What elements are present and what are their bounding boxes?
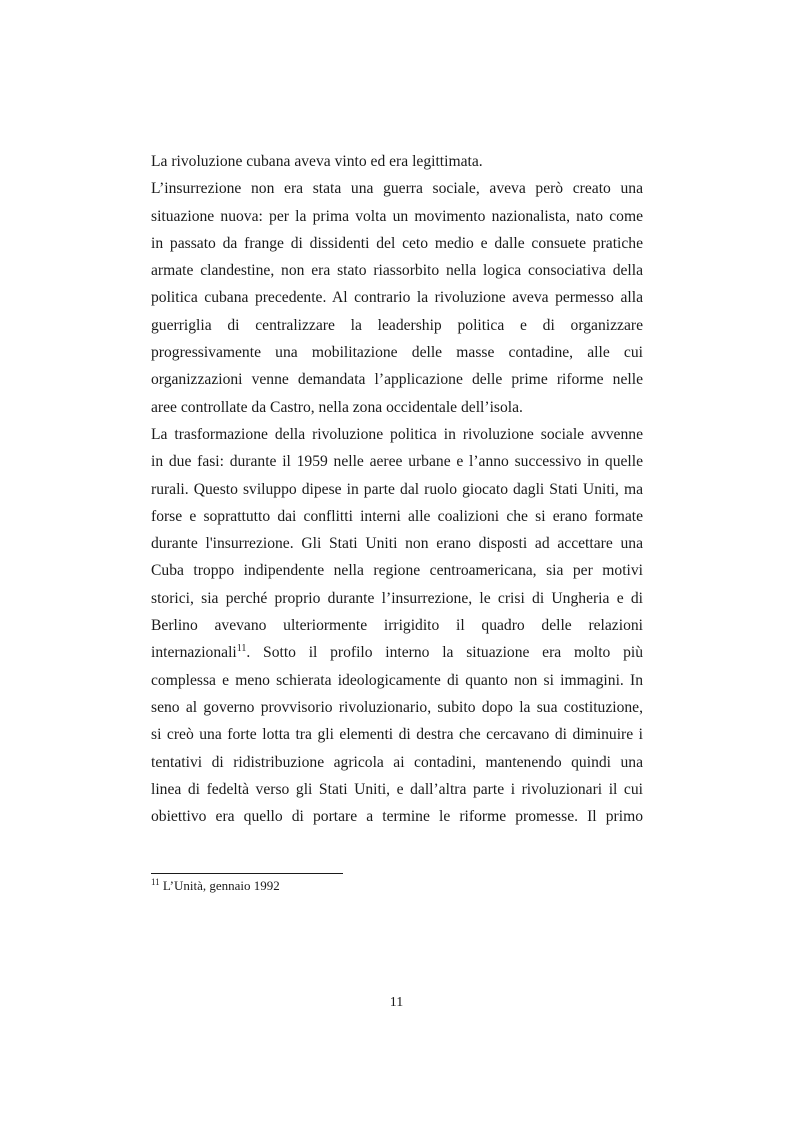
text-line: linea di fedeltà verso gli Stati Uniti, e dall’altra parte i rivoluzionari il cui [151,780,643,798]
body-text [151,148,643,830]
footnote-number: 11 [151,877,160,887]
text-line: armate clandestine, non era stato riassorbito nella logica consociativa della [151,262,643,280]
text-line: si creò una forte lotta tra gli elementi di destra che cercavano di diminuire i [151,726,643,744]
text-line: forse e soprattutto dai conflitti interni alle coalizioni che si erano formate [151,507,643,525]
paragraph-3 [151,421,643,830]
footnote-reference: 11 [236,643,247,655]
paragraph-2 [151,175,643,421]
text-line: La rivoluzione cubana aveva vinto ed era legittimata. [151,153,483,170]
text-line: situazione nuova: per la prima volta un movimento nazionalista, nato come [151,207,643,225]
page-number: 11 [389,995,404,1010]
text-line: L’insurrezione non era stata una guerra sociale, aveva però creato una [151,180,643,198]
text-line: La trasformazione della rivoluzione politica in rivoluzione sociale avvenne [151,425,643,443]
text-line: Cuba troppo indipendente nella regione centroamericana, sia per motivi [151,562,643,580]
footnote [151,878,280,894]
text-line: organizzazioni venne demandata l’applicazione delle prime riforme nelle [151,371,643,389]
text-line: guerriglia di centralizzare la leadership politica e di organizzare [151,316,643,334]
text-line: in due fasi: durante il 1959 nelle aeree urbane e l’anno successivo in quelle [151,453,643,471]
text-line: progressivamente una mobilitazione delle masse contadine, alle cui [151,344,643,362]
text-line: obiettivo era quello di portare a termine le riforme promesse. Il primo [151,808,643,826]
footnote-text: L’Unità, gennaio 1992 [162,878,280,893]
text-line: tentativi di ridistribuzione agricola ai contadini, mantenendo quindi una [151,753,643,771]
text-fragment: internazionali [151,644,237,662]
text-line: durante l'insurrezione. Gli Stati Uniti non erano disposti ad accettare una [151,535,643,553]
text-line: Berlino avevano ulteriormente irrigidito il quadro delle relazioni [151,617,643,635]
text-line: politica cubana precedente. Al contrario la rivoluzione aveva permesso alla [151,289,643,307]
paragraph-1 [151,148,643,175]
text-line: storici, sia perché proprio durante l’insurrezione, le crisi di Ungheria e di [151,589,643,607]
text-line: in passato da frange di dissidenti del ceto medio e dalle consuete pratiche [151,234,643,252]
text-line: rurali. Questo sviluppo dipese in parte dal ruolo giocato dagli Stati Uniti, ma [151,480,643,498]
text-fragment: . Sotto il profilo interno la situazione era molto più [246,644,643,662]
text-line: seno al governo provvisorio rivoluzionario, subito dopo la sua costituzione, [151,698,643,716]
text-line-with-footnote [151,639,643,666]
text-line: aree controllate da Castro, nella zona occidentale dell’isola. [151,398,523,416]
text-line: complessa e meno schierata ideologicamente di quanto non si immagini. In [151,671,643,689]
footnote-separator [151,873,343,874]
